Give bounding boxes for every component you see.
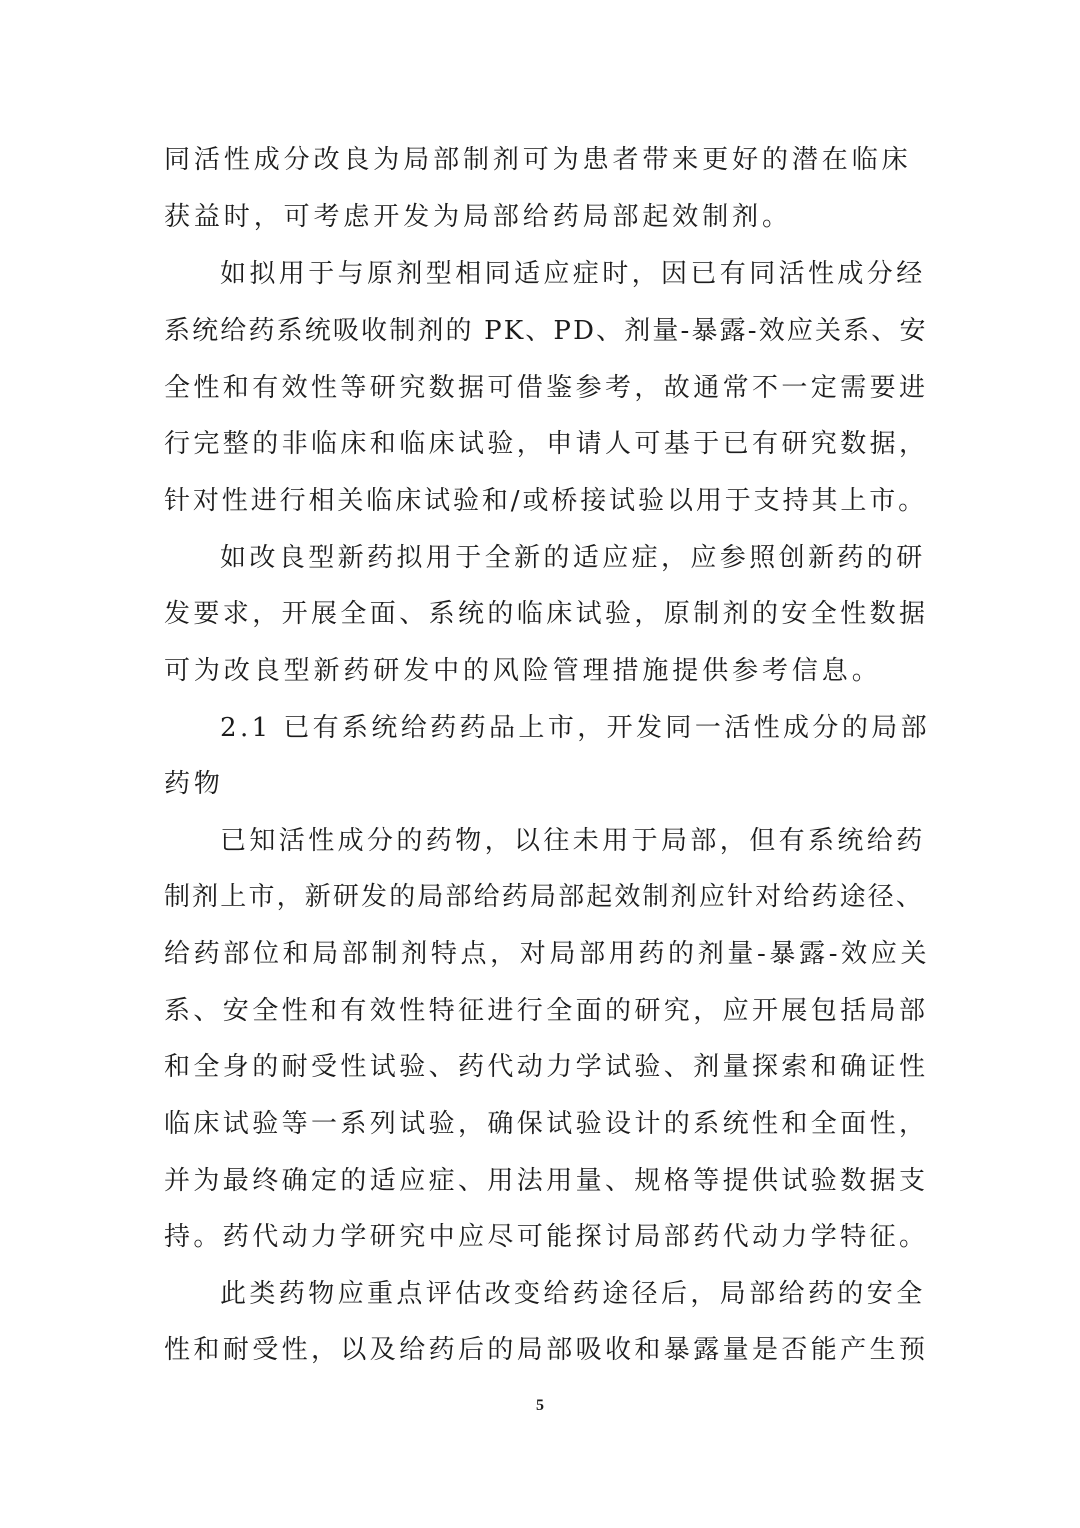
- text-line: 全性和有效性等研究数据可借鉴参考，故通常不一定需要进: [164, 373, 929, 403]
- text-line: 给药部位和局部制剂特点，对局部用药的剂量-暴露-效应关: [164, 939, 931, 969]
- paragraph-start-line: 如改良型新药拟用于全新的适应症，应参照创新药的研: [220, 543, 926, 573]
- text-line: 持。药代动力学研究中应尽可能探讨局部药代动力学特征。: [164, 1222, 929, 1252]
- text-line: 和全身的耐受性试验、药代动力学试验、剂量探索和确证性: [164, 1052, 929, 1082]
- text-line: 系统给药系统吸收制剂的 PK、PD、剂量-暴露-效应关系、安: [164, 316, 928, 346]
- text-line: 可为改良型新药研发中的风险管理措施提供参考信息。: [164, 656, 882, 686]
- section-heading-line: 2.1 已有系统给药药品上市，开发同一活性成分的局部: [220, 713, 931, 743]
- page-number: 5: [536, 1397, 544, 1414]
- text-line: 系、安全性和有效性特征进行全面的研究，应开展包括局部: [164, 996, 929, 1026]
- text-line: 行完整的非临床和临床试验，申请人可基于已有研究数据，: [164, 429, 929, 459]
- text-line: 临床试验等一系列试验，确保试验设计的系统性和全面性，: [164, 1109, 929, 1139]
- text-line: 同活性成分改良为局部制剂可为患者带来更好的潜在临床: [164, 145, 912, 175]
- paragraph-start-line: 此类药物应重点评估改变给药途径后，局部给药的安全: [220, 1279, 926, 1309]
- paragraph-start-line: 如拟用于与原剂型相同适应症时，因已有同活性成分经: [220, 259, 926, 289]
- text-line: 性和耐受性，以及给药后的局部吸收和暴露量是否能产生预: [164, 1335, 929, 1365]
- text-line: 制剂上市，新研发的局部给药局部起效制剂应针对给药途径、: [164, 882, 925, 912]
- text-line: 获益时，可考虑开发为局部给药局部起效制剂。: [164, 202, 792, 232]
- text-line: 并为最终确定的适应症、用法用量、规格等提供试验数据支: [164, 1166, 929, 1196]
- text-line: 发要求，开展全面、系统的临床试验，原制剂的安全性数据: [164, 599, 929, 629]
- text-line: 针对性进行相关临床试验和/或桥接试验以用于支持其上市。: [164, 486, 928, 516]
- paragraph-start-line: 已知活性成分的药物，以往未用于局部，但有系统给药: [220, 826, 926, 856]
- section-heading-line: 药物: [164, 769, 224, 799]
